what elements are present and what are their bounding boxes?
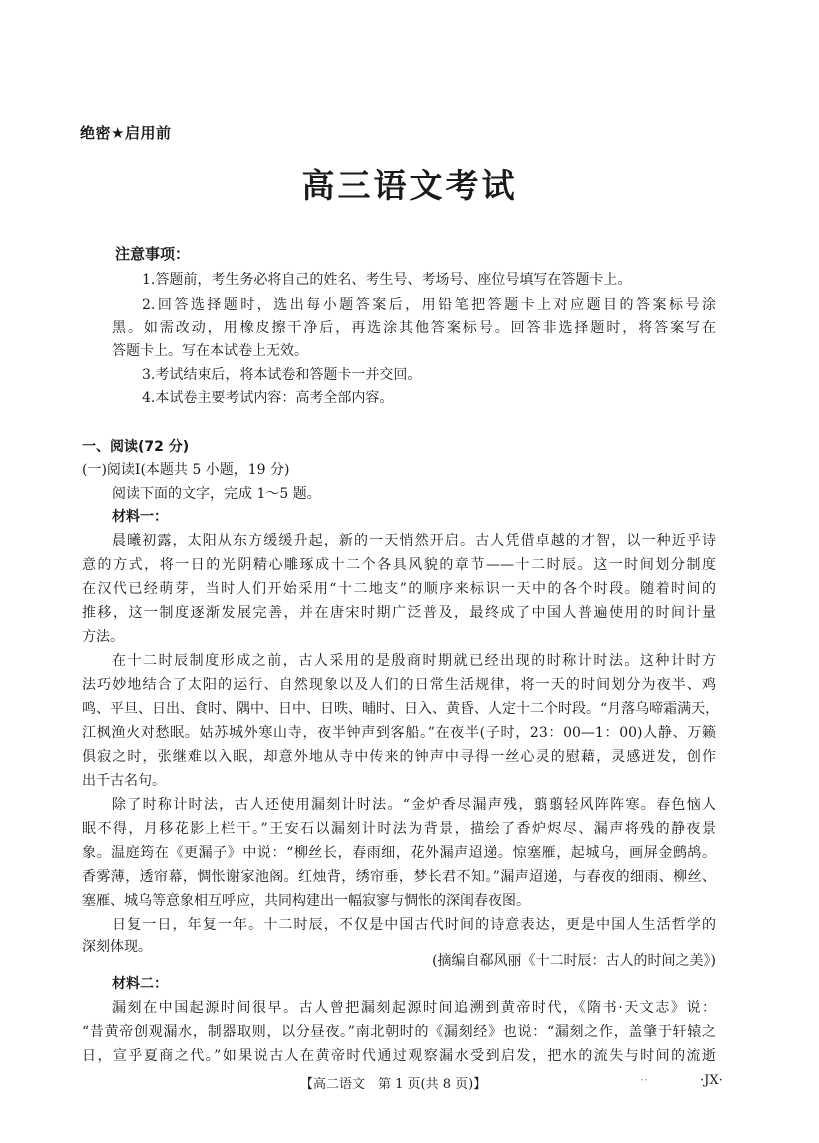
paragraph-line: 塞雁、城乌等意象相互呼应，共同构建出一幅寂寥与惆怅的深闺春夜图。 [82, 893, 530, 909]
paragraph-line: “昔黄帝创观漏水，制器取则，以分昼夜。”南北朝时的《漏刻经》也说：“漏刻之作，盖肇于轩辕之 [82, 1024, 716, 1040]
section-heading: 一、阅读(72 分) [82, 439, 190, 455]
page-footer: 【高二语文 第 1 页(共 8 页)】 [300, 1077, 487, 1092]
paragraph-line: 香雾薄，透帘幕，惆怅谢家池阁。红烛背，绣帘垂，梦长君不知。”漏声迢递，与春夜的细雨、柳丝、 [82, 869, 716, 885]
notice-item: 1.答题前，考生务必将自己的姓名、考生号、考场号、座位号填写在答题卡上。 [142, 272, 632, 288]
material1-source: (摘编自郗风丽《十二时辰：古人的时间之美》) [432, 953, 716, 969]
paragraph-line: 在十二时辰制度形成之前，古人采用的是殷商时期就已经出现的时称计时法。这种计时方 [112, 653, 716, 669]
footer-code: ·JX· [700, 1073, 723, 1088]
footer-mark: ·· [640, 1073, 648, 1087]
notice-item: 3.考试结束后，将本试卷和答题卡一并交回。 [142, 367, 422, 383]
paragraph-line: 日复一日，年复一年。十二时辰，不仅是中国古代时间的诗意表达，更是中国人生活哲学的 [112, 917, 716, 933]
notice-item: 4.本试卷主要考试内容：高考全部内容。 [142, 390, 394, 406]
paragraph-line: 除了时称计时法，古人还使用漏刻计时法。“金炉香尽漏声残，翦翦轻风阵阵寒。春色恼人 [112, 797, 716, 813]
paragraph-line: 方法。 [82, 629, 124, 645]
paragraph-line: 推移，这一制度逐渐发展完善，并在唐宋时期广泛普及，最终成了中国人普遍使用的时间计量 [82, 605, 716, 621]
notice-heading: 注意事项： [115, 245, 191, 263]
exam-title: 高三语文考试 [301, 166, 518, 205]
paragraph-line: 意的方式，将一日的光阴精心雕琢成十二个各具风貌的章节——十二时辰。这一时间划分制度 [82, 557, 716, 573]
paragraph-line: 江枫渔火对愁眠。姑苏城外寒山寺，夜半钟声到客船。”在夜半(子时，23：00—1：00)人静、万籁 [82, 725, 716, 741]
reading-instruction: 阅读下面的文字，完成 1～5 题。 [112, 486, 321, 502]
material2-label: 材料二： [112, 976, 168, 992]
paragraph-line: 漏刻在中国起源时间很早。古人曾把漏刻起源时间追溯到黄帝时代，《隋书·天文志》说： [112, 1000, 716, 1016]
paragraph-line: 鸣、平旦、日出、食时、隅中、日中、日昳、晡时、日入、黄昏、人定十二个时段。“月落乌啼霜满天， [82, 701, 720, 717]
notice-item: 2.回答选择题时，选出每小题答案后，用铅笔把答题卡上对应题目的答案标号涂 [142, 297, 716, 313]
section-subheading: (一)阅读Ⅰ(本题共 5 小题，19 分) [82, 462, 290, 478]
paragraph-line: 眠不得，月移花影上栏干。”王安石以漏刻计时法为背景，描绘了香炉烬尽、漏声将残的静夜景 [82, 821, 716, 837]
confidential-label: 绝密★启用前 [80, 124, 172, 142]
paragraph-line: 日，宣乎夏商之代。”如果说古人在黄帝时代通过观察漏水受到启发，把水的流失与时间的流逝 [82, 1048, 716, 1064]
material1-label: 材料一： [112, 509, 168, 525]
paragraph-line: 象。温庭筠在《更漏子》中说：“柳丝长，春雨细，花外漏声迢递。惊塞雁，起城乌，画屏金鹧鸪。 [82, 845, 716, 861]
paragraph-line: 出千古名句。 [82, 773, 166, 789]
notice-item: 黑。如需改动，用橡皮擦干净后，再选涂其他答案标号。回答非选择题时，将答案写在 [112, 320, 716, 336]
paragraph-line: 俱寂之时，张继难以入眠，却意外地从寺中传来的钟声中寻得一丝心灵的慰藉，灵感迸发，创作 [82, 749, 716, 765]
paragraph-line: 深刻体现。 [82, 939, 152, 955]
paragraph-line: 法巧妙地结合了太阳的运行、自然现象以及人们的日常生活规律，将一天的时间划分为夜半、鸡 [82, 677, 716, 693]
notice-item: 答题卡上。写在本试卷上无效。 [112, 343, 308, 359]
paragraph-line: 晨曦初露，太阳从东方缓缓升起，新的一天悄然开启。古人凭借卓越的才智，以一种近乎诗 [112, 533, 716, 549]
paragraph-line: 在汉代已经萌芽，当时人们开始采用“十二地支”的顺序来标识一天中的各个时段。随着时间的 [82, 581, 716, 597]
